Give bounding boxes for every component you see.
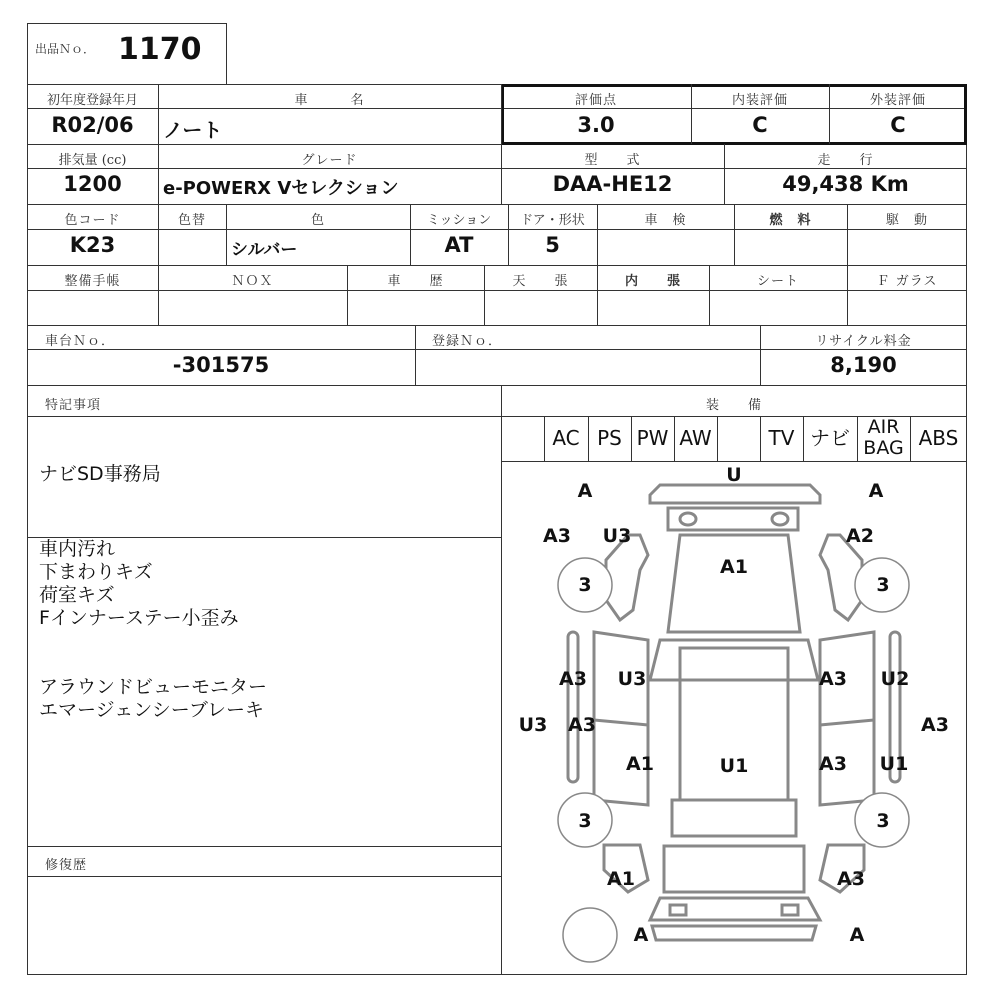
damage-hood: A1 [720, 556, 748, 578]
equip-airbag: AIR BAG [863, 416, 904, 459]
damage-left-sill-u: U3 [518, 714, 548, 736]
repaint-label: 色替 [177, 213, 206, 228]
damage-front-left-fender: A3 [543, 525, 571, 547]
damage-left-rear-door-a: A3 [568, 714, 596, 736]
score-value: 3.0 [577, 113, 615, 137]
color-label: 色 [310, 213, 325, 228]
model-label: 型 式 [584, 153, 641, 168]
equip-abs: ABS [918, 426, 959, 450]
lot-number: 1170 [118, 32, 202, 67]
score-label: 評価点 [574, 93, 617, 108]
damage-right-rear-a: A3 [819, 753, 847, 775]
damage-top-center: U [726, 464, 742, 486]
damage-right-rear-u: U1 [879, 753, 909, 775]
tire-rear-right: 3 [876, 810, 890, 832]
equip-aw: AW [679, 426, 712, 450]
color-code-label: 色コード [64, 213, 121, 228]
damage-left-front-door-u: U3 [617, 668, 647, 690]
remarks-lines2: 車内汚れ 下まわりキズ 荷室キズ Fインナーステー小歪み アラウンドビューモニター エマージェンシーブレーキ [39, 538, 268, 721]
mission-value: AT [444, 233, 474, 257]
nox-label: ＮＯＸ [231, 274, 274, 289]
recycle-label: リサイクル料金 [815, 334, 912, 349]
seat-label: シート [756, 274, 799, 289]
chassis-value: -301575 [172, 353, 270, 377]
damage-front-right-corner: A [868, 480, 884, 502]
equip-navi: ナビ [810, 426, 850, 450]
tire-front-left: 3 [578, 574, 592, 596]
damage-rear-left-corner: A [633, 924, 649, 946]
interior-label: 内装評価 [731, 93, 788, 108]
mileage-label: 走 行 [817, 153, 874, 168]
grade-label: グレード [301, 153, 358, 168]
damage-right-quarter: A3 [837, 868, 865, 890]
damage-right-sill-a: A3 [921, 714, 949, 736]
color-code-value: K23 [69, 233, 116, 257]
tire-rear-left: 3 [578, 810, 592, 832]
sunroof-label: 天 張 [512, 274, 569, 289]
equipment-label: 装 備 [705, 398, 762, 413]
interior-value: C [752, 113, 768, 137]
model-value: DAA-HE12 [552, 172, 673, 196]
remarks-line1: ナビSD事務局 [39, 463, 161, 485]
equip-tv: TV [768, 426, 795, 450]
lot-label: 出品Ｎｏ． [35, 42, 96, 56]
grade-value: e-POWERX Vセレクション [163, 178, 399, 199]
regno-label: 登録Ｎｏ． [432, 334, 503, 349]
fuel-label: 燃 料 [769, 213, 812, 228]
damage-front-left-fender-u: U3 [602, 525, 632, 547]
repair-label: 修復歴 [45, 858, 88, 873]
exterior-value: C [890, 113, 906, 137]
damage-left-rear-a: A1 [626, 753, 654, 775]
exterior-label: 外装評価 [869, 93, 926, 108]
damage-roof: U1 [719, 755, 749, 777]
door-label: ドア・形状 [520, 213, 585, 228]
fglass-label: Ｆ ガラス [876, 274, 938, 289]
inspection-label: 車 検 [644, 213, 687, 228]
displacement-value: 1200 [63, 172, 122, 196]
remarks-label: 特記事項 [45, 398, 102, 413]
equip-pw: PW [636, 426, 669, 450]
reg-label: 初年度登録年月 [46, 93, 138, 108]
equip-ac: AC [552, 426, 580, 450]
maintenance-label: 整備手帳 [64, 274, 121, 289]
mission-label: ミッション [426, 213, 492, 228]
damage-rear-right-corner: A [849, 924, 865, 946]
damage-front-left-corner: A [577, 480, 593, 502]
color-value: シルバー [231, 240, 298, 260]
door-value: 5 [545, 233, 560, 257]
name-value: ノート [163, 118, 223, 142]
damage-left-front-door-a: A3 [559, 668, 587, 690]
chassis-label: 車台Ｎｏ． [45, 334, 116, 349]
drive-label: 駆 動 [885, 213, 928, 228]
damage-right-front-door-u: U2 [880, 668, 910, 690]
displacement-label: 排気量 (cc) [58, 153, 127, 168]
tire-front-right: 3 [876, 574, 890, 596]
reg-value: R02/06 [51, 113, 134, 137]
mileage-value: 49,438 Km [782, 172, 909, 196]
damage-front-right-fender: A2 [846, 525, 874, 547]
name-label: 車 名 [294, 93, 365, 108]
damage-right-front-door-a: A3 [819, 668, 847, 690]
damage-left-quarter: A1 [607, 868, 635, 890]
equip-ps: PS [597, 426, 622, 450]
recycle-value: 8,190 [830, 353, 897, 377]
history-label: 車 歴 [387, 274, 444, 289]
inner-label: 内 張 [624, 274, 681, 289]
